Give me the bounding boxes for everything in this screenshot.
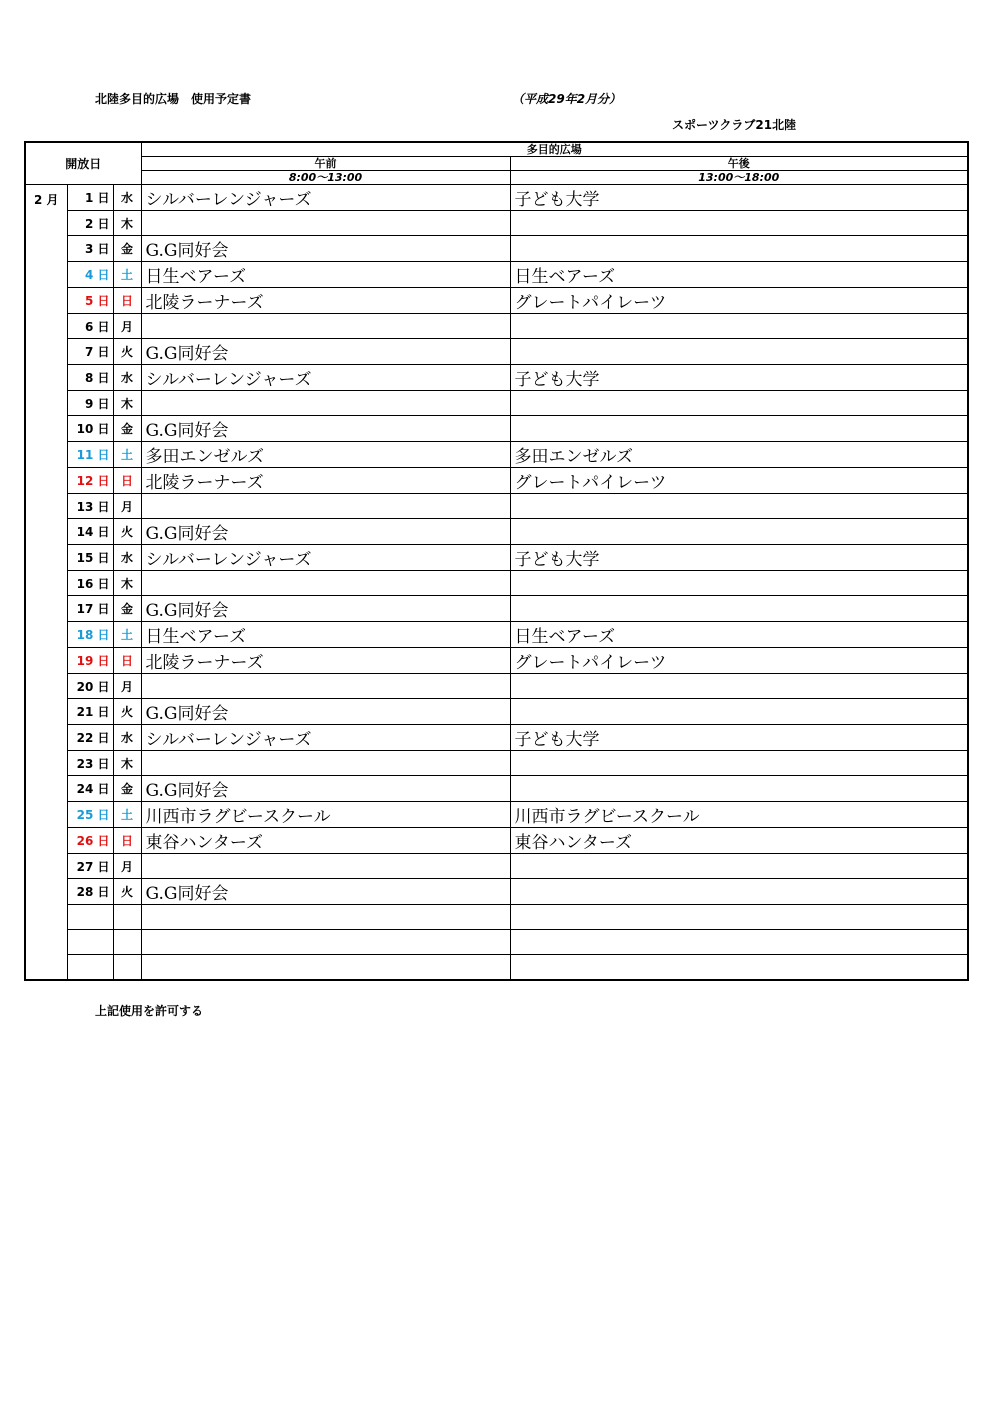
am-time-header: 8:00～13:00 (141, 171, 510, 185)
weekday-cell: 日 (113, 648, 141, 674)
am-booking-cell: G.G同好会 (141, 596, 510, 622)
day-cell: 2 日 (67, 211, 113, 236)
pm-booking-cell (510, 674, 968, 699)
pm-booking-cell (510, 905, 968, 930)
day-cell (67, 905, 113, 930)
pm-booking-cell (510, 699, 968, 725)
pm-booking-cell (510, 416, 968, 442)
table-row (25, 185, 968, 211)
day-cell: 10 日 (67, 416, 113, 442)
day-cell (67, 955, 113, 981)
am-booking-cell (141, 494, 510, 519)
am-booking-cell (141, 314, 510, 339)
am-booking-cell (141, 854, 510, 879)
day-cell: 3 日 (67, 236, 113, 262)
table-row (25, 314, 968, 339)
approval-note: 上記使用を許可する (95, 1004, 204, 1018)
weekday-cell: 日 (113, 468, 141, 494)
am-booking-cell: シルバーレンジャーズ (141, 185, 510, 211)
am-booking-cell: 日生ベアーズ (141, 262, 510, 288)
pm-booking-cell: 子ども大学 (510, 185, 968, 211)
table-row (25, 211, 968, 236)
pm-header: 午後 (510, 157, 968, 171)
day-cell: 1 日 (67, 185, 113, 211)
am-booking-cell: 北陵ラーナーズ (141, 648, 510, 674)
table-row (25, 442, 968, 468)
am-booking-cell (141, 571, 510, 596)
weekday-cell: 月 (113, 494, 141, 519)
weekday-cell: 水 (113, 185, 141, 211)
day-cell: 11 日 (67, 442, 113, 468)
weekday-cell: 木 (113, 751, 141, 776)
day-cell: 13 日 (67, 494, 113, 519)
pm-booking-cell: 日生ベアーズ (510, 262, 968, 288)
schedule-body (25, 142, 968, 980)
table-row (25, 699, 968, 725)
weekday-cell: 火 (113, 699, 141, 725)
table-row (25, 468, 968, 494)
am-booking-cell: G.G同好会 (141, 699, 510, 725)
table-row (25, 545, 968, 571)
am-booking-cell: 東谷ハンターズ (141, 828, 510, 854)
pm-booking-cell: 東谷ハンターズ (510, 828, 968, 854)
weekday-cell (113, 905, 141, 930)
table-row (25, 828, 968, 854)
weekday-cell: 土 (113, 442, 141, 468)
day-cell: 24 日 (67, 776, 113, 802)
pm-booking-cell (510, 854, 968, 879)
pm-booking-cell (510, 314, 968, 339)
table-row (25, 262, 968, 288)
table-row (25, 391, 968, 416)
weekday-cell: 金 (113, 776, 141, 802)
pm-booking-cell: 子ども大学 (510, 545, 968, 571)
am-booking-cell: 北陵ラーナーズ (141, 288, 510, 314)
am-booking-cell: G.G同好会 (141, 519, 510, 545)
table-row (25, 416, 968, 442)
day-cell: 25 日 (67, 802, 113, 828)
weekday-cell (113, 930, 141, 955)
pm-booking-cell (510, 955, 968, 981)
table-row (25, 236, 968, 262)
day-cell: 9 日 (67, 391, 113, 416)
pm-booking-cell (510, 211, 968, 236)
am-booking-cell: 川西市ラグビースクール (141, 802, 510, 828)
weekday-cell: 月 (113, 854, 141, 879)
day-cell: 22 日 (67, 725, 113, 751)
pm-booking-cell (510, 751, 968, 776)
weekday-cell: 火 (113, 879, 141, 905)
am-booking-cell: G.G同好会 (141, 776, 510, 802)
open-day-header: 開放日 (25, 142, 141, 185)
am-booking-cell (141, 211, 510, 236)
am-booking-cell: シルバーレンジャーズ (141, 725, 510, 751)
pm-booking-cell: 子ども大学 (510, 725, 968, 751)
table-row (25, 596, 968, 622)
pm-booking-cell: 川西市ラグビースクール (510, 802, 968, 828)
weekday-cell: 金 (113, 416, 141, 442)
day-cell: 26 日 (67, 828, 113, 854)
table-row (25, 288, 968, 314)
day-cell (67, 930, 113, 955)
table-row (25, 622, 968, 648)
pm-booking-cell (510, 596, 968, 622)
day-cell: 15 日 (67, 545, 113, 571)
am-booking-cell: 多田エンゼルズ (141, 442, 510, 468)
pm-booking-cell (510, 391, 968, 416)
pm-booking-cell: グレートパイレーツ (510, 468, 968, 494)
table-row (25, 571, 968, 596)
day-cell: 8 日 (67, 365, 113, 391)
day-cell: 20 日 (67, 674, 113, 699)
day-cell: 27 日 (67, 854, 113, 879)
day-cell: 14 日 (67, 519, 113, 545)
day-cell: 21 日 (67, 699, 113, 725)
weekday-cell: 土 (113, 262, 141, 288)
table-row (25, 802, 968, 828)
pm-booking-cell (510, 879, 968, 905)
day-cell: 17 日 (67, 596, 113, 622)
weekday-cell (113, 955, 141, 981)
day-cell: 12 日 (67, 468, 113, 494)
day-cell: 19 日 (67, 648, 113, 674)
table-row (25, 955, 968, 981)
facility-header: 多目的広場 (141, 142, 968, 157)
table-row (25, 494, 968, 519)
weekday-cell: 月 (113, 674, 141, 699)
day-cell: 23 日 (67, 751, 113, 776)
club-name: スポーツクラブ21北陸 (672, 118, 797, 132)
pm-booking-cell: グレートパイレーツ (510, 648, 968, 674)
am-booking-cell: 北陵ラーナーズ (141, 468, 510, 494)
table-row (25, 648, 968, 674)
am-booking-cell: 日生ベアーズ (141, 622, 510, 648)
weekday-cell: 土 (113, 622, 141, 648)
am-booking-cell (141, 905, 510, 930)
am-booking-cell (141, 930, 510, 955)
pm-booking-cell: 多田エンゼルズ (510, 442, 968, 468)
am-booking-cell: シルバーレンジャーズ (141, 365, 510, 391)
table-row (25, 519, 968, 545)
day-cell: 16 日 (67, 571, 113, 596)
table-row (25, 879, 968, 905)
pm-booking-cell (510, 930, 968, 955)
am-booking-cell: G.G同好会 (141, 879, 510, 905)
schedule-table (24, 141, 969, 981)
table-row (25, 339, 968, 365)
am-booking-cell (141, 955, 510, 981)
weekday-cell: 土 (113, 802, 141, 828)
pm-booking-cell (510, 494, 968, 519)
pm-booking-cell: 日生ベアーズ (510, 622, 968, 648)
table-row (25, 751, 968, 776)
weekday-cell: 火 (113, 519, 141, 545)
weekday-cell: 木 (113, 211, 141, 236)
weekday-cell: 月 (113, 314, 141, 339)
am-header: 午前 (141, 157, 510, 171)
weekday-cell: 火 (113, 339, 141, 365)
pm-booking-cell (510, 519, 968, 545)
month-cell: 2 月 (25, 185, 67, 981)
pm-booking-cell (510, 236, 968, 262)
am-booking-cell: シルバーレンジャーズ (141, 545, 510, 571)
table-row (25, 725, 968, 751)
weekday-cell: 日 (113, 828, 141, 854)
pm-booking-cell (510, 339, 968, 365)
day-cell: 4 日 (67, 262, 113, 288)
pm-booking-cell (510, 776, 968, 802)
pm-booking-cell (510, 571, 968, 596)
weekday-cell: 水 (113, 365, 141, 391)
table-row (25, 854, 968, 879)
document-title: 北陸多目的広場 使用予定書 (95, 92, 252, 106)
day-cell: 18 日 (67, 622, 113, 648)
table-row (25, 905, 968, 930)
table-row (25, 674, 968, 699)
am-booking-cell (141, 751, 510, 776)
weekday-cell: 金 (113, 236, 141, 262)
am-booking-cell (141, 391, 510, 416)
am-booking-cell: G.G同好会 (141, 339, 510, 365)
day-cell: 5 日 (67, 288, 113, 314)
weekday-cell: 金 (113, 596, 141, 622)
weekday-cell: 木 (113, 391, 141, 416)
period-label: （平成29年2月分） (512, 92, 622, 106)
weekday-cell: 水 (113, 725, 141, 751)
am-booking-cell (141, 674, 510, 699)
day-cell: 6 日 (67, 314, 113, 339)
am-booking-cell: G.G同好会 (141, 416, 510, 442)
table-row (25, 776, 968, 802)
weekday-cell: 水 (113, 545, 141, 571)
pm-time-header: 13:00～18:00 (510, 171, 968, 185)
pm-booking-cell: グレートパイレーツ (510, 288, 968, 314)
day-cell: 7 日 (67, 339, 113, 365)
weekday-cell: 日 (113, 288, 141, 314)
day-cell: 28 日 (67, 879, 113, 905)
table-row (25, 365, 968, 391)
am-booking-cell: G.G同好会 (141, 236, 510, 262)
pm-booking-cell: 子ども大学 (510, 365, 968, 391)
weekday-cell: 木 (113, 571, 141, 596)
table-row (25, 930, 968, 955)
